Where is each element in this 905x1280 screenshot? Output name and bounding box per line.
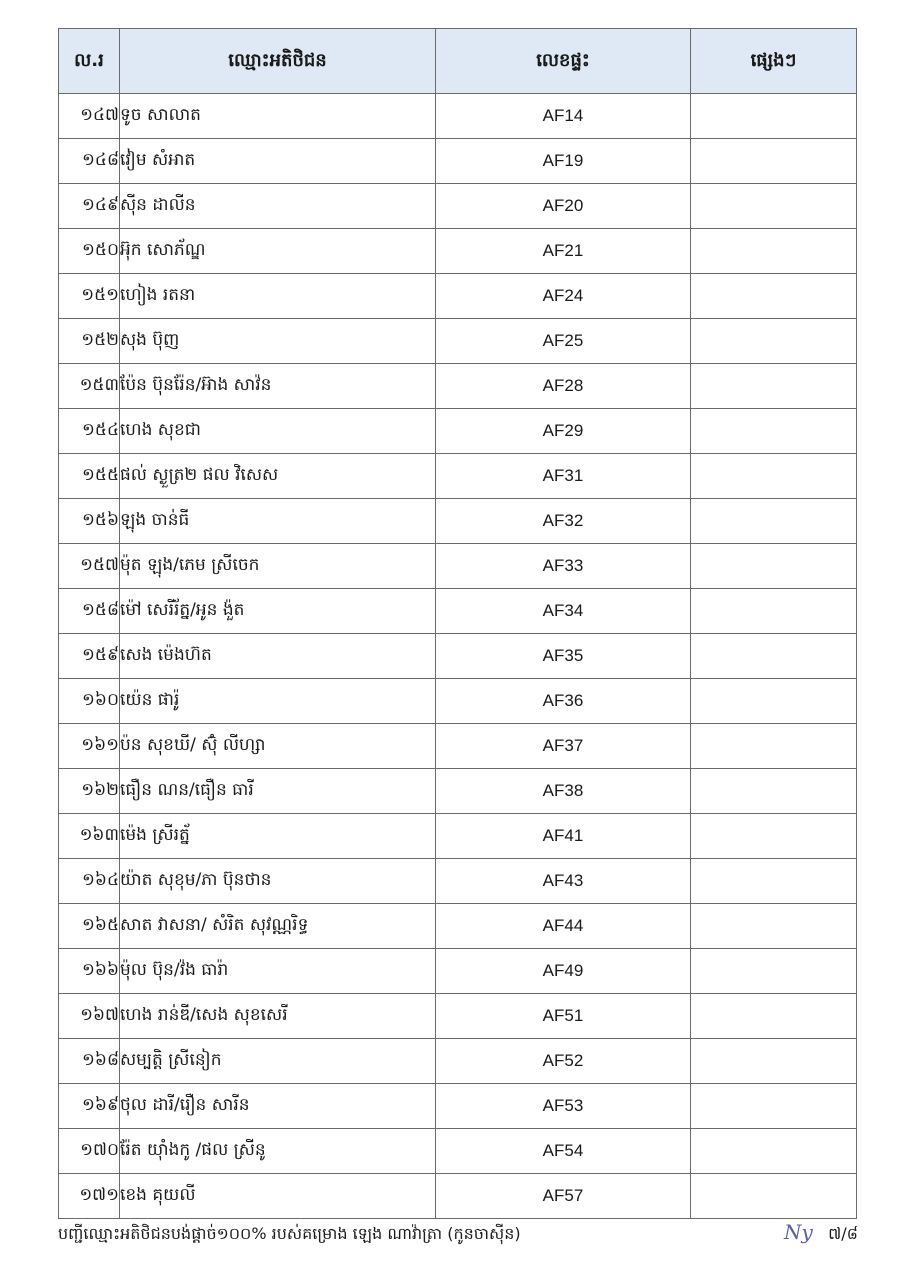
table-row bbox=[59, 994, 857, 1039]
other-cell bbox=[691, 274, 857, 319]
table-row bbox=[59, 679, 857, 724]
footer-caption: បញ្ជីឈ្មោះអតិថិជនបង់ផ្តាច់១០០% របស់គម្រោង ឡេង ណាវ៉ាត្រា (កូនចាស៊ីន) bbox=[58, 1224, 521, 1243]
row-number-cell: ១៥០ bbox=[59, 229, 120, 274]
customer-name-cell: ម៉េង ស្រីរត្ន័ bbox=[120, 814, 436, 859]
customer-name-cell: ហេង រាន់ឌី/សេង សុខសេរី bbox=[120, 994, 436, 1039]
other-cell bbox=[691, 1039, 857, 1084]
customer-name-cell: ស៊ីន ដាលីន bbox=[120, 184, 436, 229]
other-cell bbox=[691, 1129, 857, 1174]
table-row bbox=[59, 949, 857, 994]
other-cell bbox=[691, 544, 857, 589]
table-row bbox=[59, 94, 857, 139]
customer-name-cell: វៀម សំអាត bbox=[120, 139, 436, 184]
house-number-cell: AF38 bbox=[436, 769, 691, 814]
customer-name-cell: ម៉ុត ឡុង/ភេម ស្រីចេក bbox=[120, 544, 436, 589]
other-cell bbox=[691, 679, 857, 724]
row-number-cell: ១៦៦ bbox=[59, 949, 120, 994]
page-footer bbox=[58, 1222, 858, 1246]
row-number-cell: ១៥៦ bbox=[59, 499, 120, 544]
table-row bbox=[59, 1039, 857, 1084]
customer-name-cell: ខេង គុយលី bbox=[120, 1174, 436, 1219]
other-cell bbox=[691, 634, 857, 679]
row-number-cell: ១៥៩ bbox=[59, 634, 120, 679]
customer-name-cell: សាត វាសនា/ សំរិត សុវណ្ណរិទ្ធ bbox=[120, 904, 436, 949]
table-row bbox=[59, 1084, 857, 1129]
customer-name-cell: ហៀង រតនា bbox=[120, 274, 436, 319]
house-number-cell: AF37 bbox=[436, 724, 691, 769]
table-row bbox=[59, 409, 857, 454]
row-number-cell: ១៦១ bbox=[59, 724, 120, 769]
table-row bbox=[59, 274, 857, 319]
house-number-cell: AF34 bbox=[436, 589, 691, 634]
row-number-cell: ១៦៩ bbox=[59, 1084, 120, 1129]
row-number-cell: ១៤៩ bbox=[59, 184, 120, 229]
house-number-cell: AF57 bbox=[436, 1174, 691, 1219]
house-number-cell: AF20 bbox=[436, 184, 691, 229]
customer-name-cell: យ៉េន ផារ៉ូ bbox=[120, 679, 436, 724]
other-cell bbox=[691, 409, 857, 454]
other-cell bbox=[691, 94, 857, 139]
customer-name-cell: សម្បត្តិ ស្រីនៀក bbox=[120, 1039, 436, 1084]
house-number-cell: AF41 bbox=[436, 814, 691, 859]
house-number-cell: AF32 bbox=[436, 499, 691, 544]
row-number-cell: ១៥១ bbox=[59, 274, 120, 319]
house-number-cell: AF24 bbox=[436, 274, 691, 319]
house-number-cell: AF54 bbox=[436, 1129, 691, 1174]
row-number-cell: ១៧០ bbox=[59, 1129, 120, 1174]
other-cell bbox=[691, 1174, 857, 1219]
house-number-cell: AF21 bbox=[436, 229, 691, 274]
table-row bbox=[59, 184, 857, 229]
house-number-cell: AF33 bbox=[436, 544, 691, 589]
other-cell bbox=[691, 499, 857, 544]
other-cell bbox=[691, 859, 857, 904]
table-row bbox=[59, 904, 857, 949]
row-number-cell: ១៦២ bbox=[59, 769, 120, 814]
customer-name-cell: ថុល ដារី/រឿន សារីន bbox=[120, 1084, 436, 1129]
customer-name-cell: ឡុង ចាន់ធី bbox=[120, 499, 436, 544]
header-number: ល.រ bbox=[59, 29, 120, 94]
row-number-cell: ១៦៨ bbox=[59, 1039, 120, 1084]
row-number-cell: ១៥២ bbox=[59, 319, 120, 364]
table-row bbox=[59, 229, 857, 274]
row-number-cell: ១៤៨ bbox=[59, 139, 120, 184]
row-number-cell: ១៥៨ bbox=[59, 589, 120, 634]
other-cell bbox=[691, 184, 857, 229]
table-row bbox=[59, 454, 857, 499]
other-cell bbox=[691, 904, 857, 949]
customer-name-cell: សុង ប៊ុញ bbox=[120, 319, 436, 364]
customer-name-cell: អ៊ុក សោភ័ណ្ឌ bbox=[120, 229, 436, 274]
row-number-cell: ១៤៧ bbox=[59, 94, 120, 139]
row-number-cell: ១៥៤ bbox=[59, 409, 120, 454]
table-header-row bbox=[59, 29, 857, 94]
table-row bbox=[59, 769, 857, 814]
customer-name-cell: ប៉ន សុខឃី/ ស៊ុំ លីហ្សា bbox=[120, 724, 436, 769]
other-cell bbox=[691, 454, 857, 499]
table-row bbox=[59, 859, 857, 904]
house-number-cell: AF43 bbox=[436, 859, 691, 904]
customer-table bbox=[58, 28, 857, 1219]
house-number-cell: AF52 bbox=[436, 1039, 691, 1084]
house-number-cell: AF28 bbox=[436, 364, 691, 409]
row-number-cell: ១៥៧ bbox=[59, 544, 120, 589]
house-number-cell: AF25 bbox=[436, 319, 691, 364]
row-number-cell: ១៥៥ bbox=[59, 454, 120, 499]
customer-name-cell: ម៉ៅ សេរីរ័ត្ន/អូន ង៉ួត bbox=[120, 589, 436, 634]
table-row bbox=[59, 1174, 857, 1219]
other-cell bbox=[691, 1084, 857, 1129]
house-number-cell: AF44 bbox=[436, 904, 691, 949]
customer-name-cell: រ៉ែត យ៉ាំងកូ /ផល ស្រីនូ bbox=[120, 1129, 436, 1174]
other-cell bbox=[691, 769, 857, 814]
table-row bbox=[59, 634, 857, 679]
customer-name-cell: យ៉ាត សុខុម/ភា ប៊ុនថាន bbox=[120, 859, 436, 904]
customer-name-cell: សេង ម៉េងហ៊ត bbox=[120, 634, 436, 679]
table-row bbox=[59, 499, 857, 544]
house-number-cell: AF29 bbox=[436, 409, 691, 454]
table-row bbox=[59, 724, 857, 769]
header-other: ផ្សេងៗ bbox=[691, 29, 857, 94]
other-cell bbox=[691, 139, 857, 184]
customer-name-cell: ម៉ុល ប៊ុន/វ៉ង ធារ៉ា bbox=[120, 949, 436, 994]
customer-name-cell: ហេង សុខជា bbox=[120, 409, 436, 454]
row-number-cell: ១៥៣ bbox=[59, 364, 120, 409]
table-row bbox=[59, 1129, 857, 1174]
header-customer-name: ឈ្មោះអតិថិជន bbox=[120, 29, 436, 94]
table-row bbox=[59, 544, 857, 589]
other-cell bbox=[691, 229, 857, 274]
house-number-cell: AF51 bbox=[436, 994, 691, 1039]
customer-name-cell: ធឿន ណន/ធឿន ធារី bbox=[120, 769, 436, 814]
house-number-cell: AF19 bbox=[436, 139, 691, 184]
customer-name-cell: ផល់ ស្ងួត្រ២ ផល វិសេស bbox=[120, 454, 436, 499]
other-cell bbox=[691, 319, 857, 364]
house-number-cell: AF35 bbox=[436, 634, 691, 679]
customer-name-cell: ប៉ែន ប៊ុនរ៉ែន/អ៊ាង សាវ៉ន bbox=[120, 364, 436, 409]
row-number-cell: ១៦០ bbox=[59, 679, 120, 724]
page-number: ៧/៨ bbox=[828, 1224, 858, 1243]
table-row bbox=[59, 139, 857, 184]
row-number-cell: ១៦៥ bbox=[59, 904, 120, 949]
other-cell bbox=[691, 994, 857, 1039]
row-number-cell: ១៧១ bbox=[59, 1174, 120, 1219]
row-number-cell: ១៦៤ bbox=[59, 859, 120, 904]
handwritten-initials: Ny bbox=[784, 1220, 813, 1244]
header-house-number: លេខផ្ទះ bbox=[436, 29, 691, 94]
house-number-cell: AF14 bbox=[436, 94, 691, 139]
house-number-cell: AF36 bbox=[436, 679, 691, 724]
table-row bbox=[59, 814, 857, 859]
table-row bbox=[59, 364, 857, 409]
row-number-cell: ១៦៧ bbox=[59, 994, 120, 1039]
other-cell bbox=[691, 589, 857, 634]
customer-name-cell: ទូច សាលាត bbox=[120, 94, 436, 139]
house-number-cell: AF53 bbox=[436, 1084, 691, 1129]
other-cell bbox=[691, 724, 857, 769]
other-cell bbox=[691, 949, 857, 994]
table-row bbox=[59, 319, 857, 364]
row-number-cell: ១៦៣ bbox=[59, 814, 120, 859]
table-row bbox=[59, 589, 857, 634]
other-cell bbox=[691, 814, 857, 859]
house-number-cell: AF49 bbox=[436, 949, 691, 994]
other-cell bbox=[691, 364, 857, 409]
house-number-cell: AF31 bbox=[436, 454, 691, 499]
